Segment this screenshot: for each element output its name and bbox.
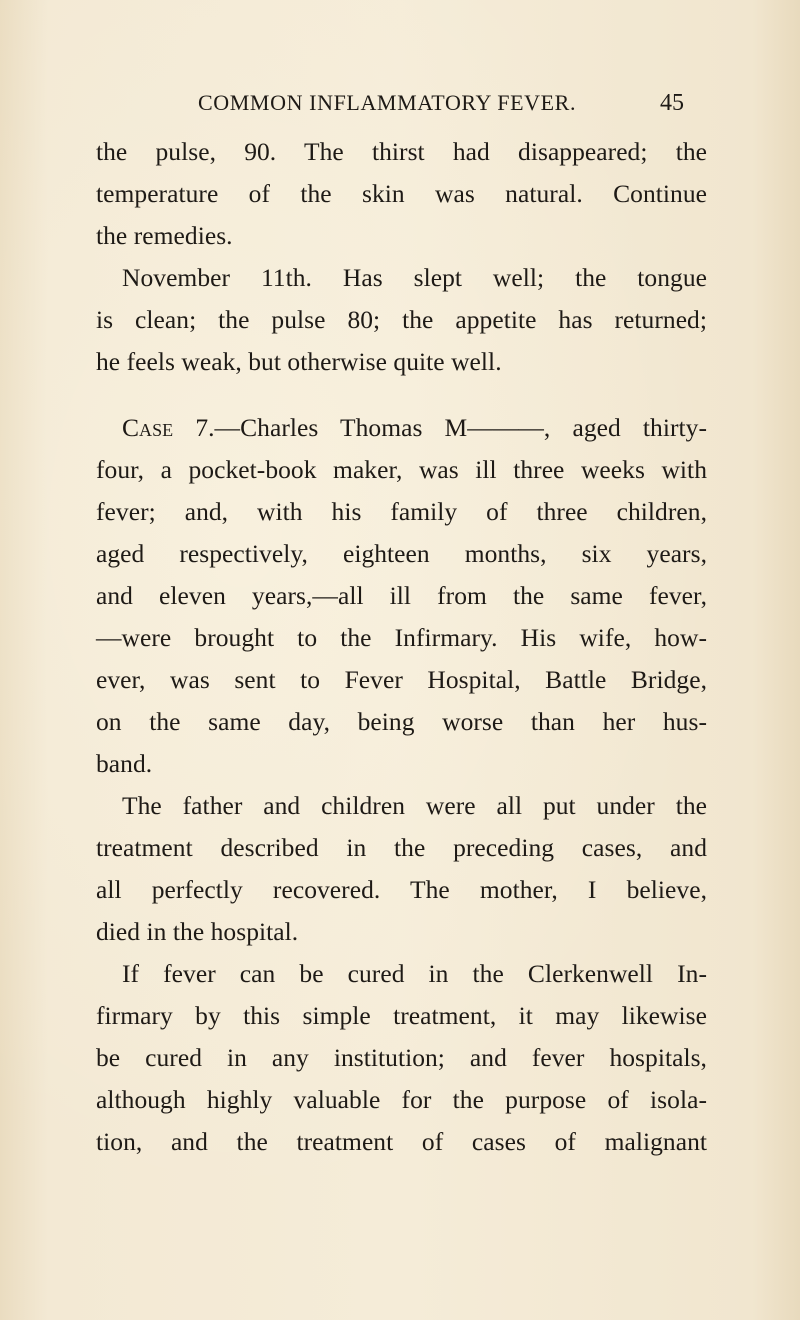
page-header <box>0 88 800 118</box>
text-line: four, a pocket-book maker, was ill three weeks with <box>96 455 707 484</box>
text-line: all perfectly recovered. The mother, I believe, <box>96 875 707 904</box>
text-line: died in the hospital. <box>96 917 299 946</box>
case-label: Case <box>122 413 174 442</box>
text-line: although highly valuable for the purpose of isola- <box>96 1085 707 1114</box>
text-line: he feels weak, but otherwise quite well. <box>96 347 502 376</box>
text-line: firmary by this simple treatment, it may likewise <box>96 1001 707 1030</box>
case-line-text: 7.—Charles Thomas M———, aged thirty- <box>173 413 707 442</box>
text-line: and eleven years,—all ill from the same fever, <box>96 581 707 610</box>
text-line: fever; and, with his family of three children, <box>96 497 707 526</box>
text-line: the remedies. <box>96 221 233 250</box>
paragraph-case-7 <box>96 407 707 785</box>
text-line: the pulse, 90. The thirst had disappeared; the <box>96 137 707 166</box>
text-line <box>96 407 707 449</box>
text-line: is clean; the pulse 80; the appetite has returned; <box>96 305 707 334</box>
text-line: The father and children were all put under the <box>122 791 707 820</box>
paragraph-conclusion <box>96 953 707 1163</box>
text-line: —were brought to the Infirmary. His wife, how- <box>96 623 707 652</box>
text-line: If fever can be cured in the Clerkenwell In- <box>122 959 707 988</box>
page-number: 45 <box>660 90 684 116</box>
paragraph-continuation <box>96 131 707 257</box>
text-line: ever, was sent to Fever Hospital, Battle Bridge, <box>96 665 707 694</box>
text-line: be cured in any institution; and fever hospitals, <box>96 1043 707 1072</box>
text-line: treatment described in the preceding cases, and <box>96 833 707 862</box>
paragraph-recovery <box>96 785 707 953</box>
paragraph-november-11 <box>96 257 707 383</box>
body-text <box>96 131 707 1163</box>
text-line: temperature of the skin was natural. Continue <box>96 179 707 208</box>
running-title: COMMON INFLAMMATORY FEVER. <box>198 90 577 115</box>
text-line: on the same day, being worse than her hus- <box>96 707 707 736</box>
section-gap <box>96 383 707 407</box>
text-line: tion, and the treatment of cases of malignant <box>96 1127 707 1156</box>
text-line: aged respectively, eighteen months, six years, <box>96 539 707 568</box>
text-line: band. <box>96 749 153 778</box>
text-line: November 11th. Has slept well; the tongue <box>122 263 707 292</box>
